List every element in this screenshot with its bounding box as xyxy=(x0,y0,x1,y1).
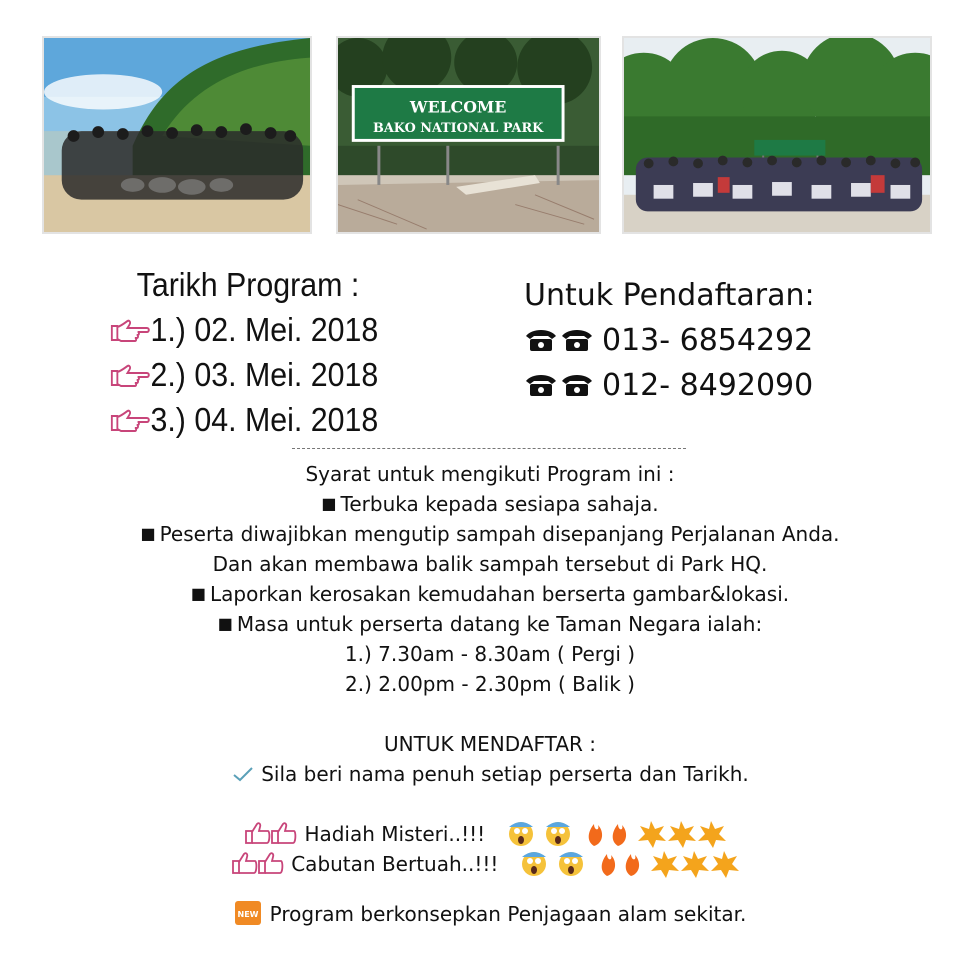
pointing-hand-icon xyxy=(110,363,150,389)
telephone-icon xyxy=(524,328,594,352)
registration-title: Untuk Pendaftaran: xyxy=(524,278,815,313)
bullet-icon: ■ xyxy=(140,524,156,543)
terms-item: ■ Peserta diwajibkan mengutip sampah disepanjang Perjalanan Anda. xyxy=(140,522,840,546)
bullet-icon: ■ xyxy=(217,614,233,633)
thumbs-up-icon xyxy=(231,850,285,876)
phone-row xyxy=(524,363,864,408)
phone-number: 012- 8492090 xyxy=(602,368,814,403)
program-dates xyxy=(110,262,414,442)
terms-heading: Syarat untuk mengikuti Program ini : xyxy=(305,462,675,486)
register-heading: UNTUK MENDAFTAR : xyxy=(383,732,596,756)
prize-row xyxy=(0,819,960,849)
footer-row xyxy=(0,899,960,929)
program-date: 1.) 02. Mei. 2018 xyxy=(150,311,379,348)
phone-row xyxy=(524,318,864,363)
time-slot: 1.) 7.30am - 8.30am ( Pergi ) xyxy=(344,642,636,666)
svg-text:NEW: NEW xyxy=(237,910,259,919)
thumbs-up-icon xyxy=(244,820,298,846)
bullet-icon: ■ xyxy=(190,584,206,603)
phone-number: 013- 6854292 xyxy=(602,323,814,358)
program-date-title: Tarikh Program : xyxy=(136,266,360,303)
prize-row xyxy=(0,849,960,879)
program-date-row xyxy=(110,352,414,397)
shocked-fire-boom-emoji-icon xyxy=(519,849,749,879)
pointing-hand-icon xyxy=(110,318,150,344)
sign-line2: BAKO NATIONAL PARK xyxy=(373,121,544,137)
prize-label: Cabutan Bertuah..!!! xyxy=(291,852,499,876)
registration-contact xyxy=(524,273,864,408)
footer-text: Program berkonsepkan Penjagaan alam sekitar. xyxy=(269,902,747,926)
terms-section xyxy=(0,459,960,929)
prize-label: Hadiah Misteri..!!! xyxy=(304,822,486,846)
program-date: 2.) 03. Mei. 2018 xyxy=(150,356,379,393)
terms-item: ■ Laporkan kerosakan kemudahan berserta gambar&lokasi. xyxy=(190,582,790,606)
terms-item: ■ Masa untuk perserta datang ke Taman Negara ialah: xyxy=(217,612,763,636)
shocked-fire-boom-emoji-icon xyxy=(506,819,736,849)
sign-line1: WELCOME xyxy=(409,97,507,117)
telephone-icon xyxy=(524,373,594,397)
divider xyxy=(292,448,686,449)
register-instruction: Sila beri nama penuh setiap perserta dan Tarikh. xyxy=(261,762,749,786)
program-date-row xyxy=(110,307,414,352)
check-mark-icon xyxy=(231,765,255,783)
terms-continuation: Dan akan membawa balik sampah tersebut di Park HQ. xyxy=(212,552,768,576)
beach-group-photo xyxy=(42,36,312,234)
bullet-icon: ■ xyxy=(321,494,337,513)
welcome-sign-photo xyxy=(336,36,601,234)
new-badge-icon xyxy=(234,900,262,926)
pointing-hand-icon xyxy=(110,408,150,434)
register-instruction-row xyxy=(0,759,960,789)
terms-item: ■ Terbuka kepada sesiapa sahaja. xyxy=(321,492,659,516)
time-slot: 2.) 2.00pm - 2.30pm ( Balik ) xyxy=(345,672,635,696)
park-group-photo xyxy=(622,36,932,234)
program-date: 3.) 04. Mei. 2018 xyxy=(150,401,379,438)
